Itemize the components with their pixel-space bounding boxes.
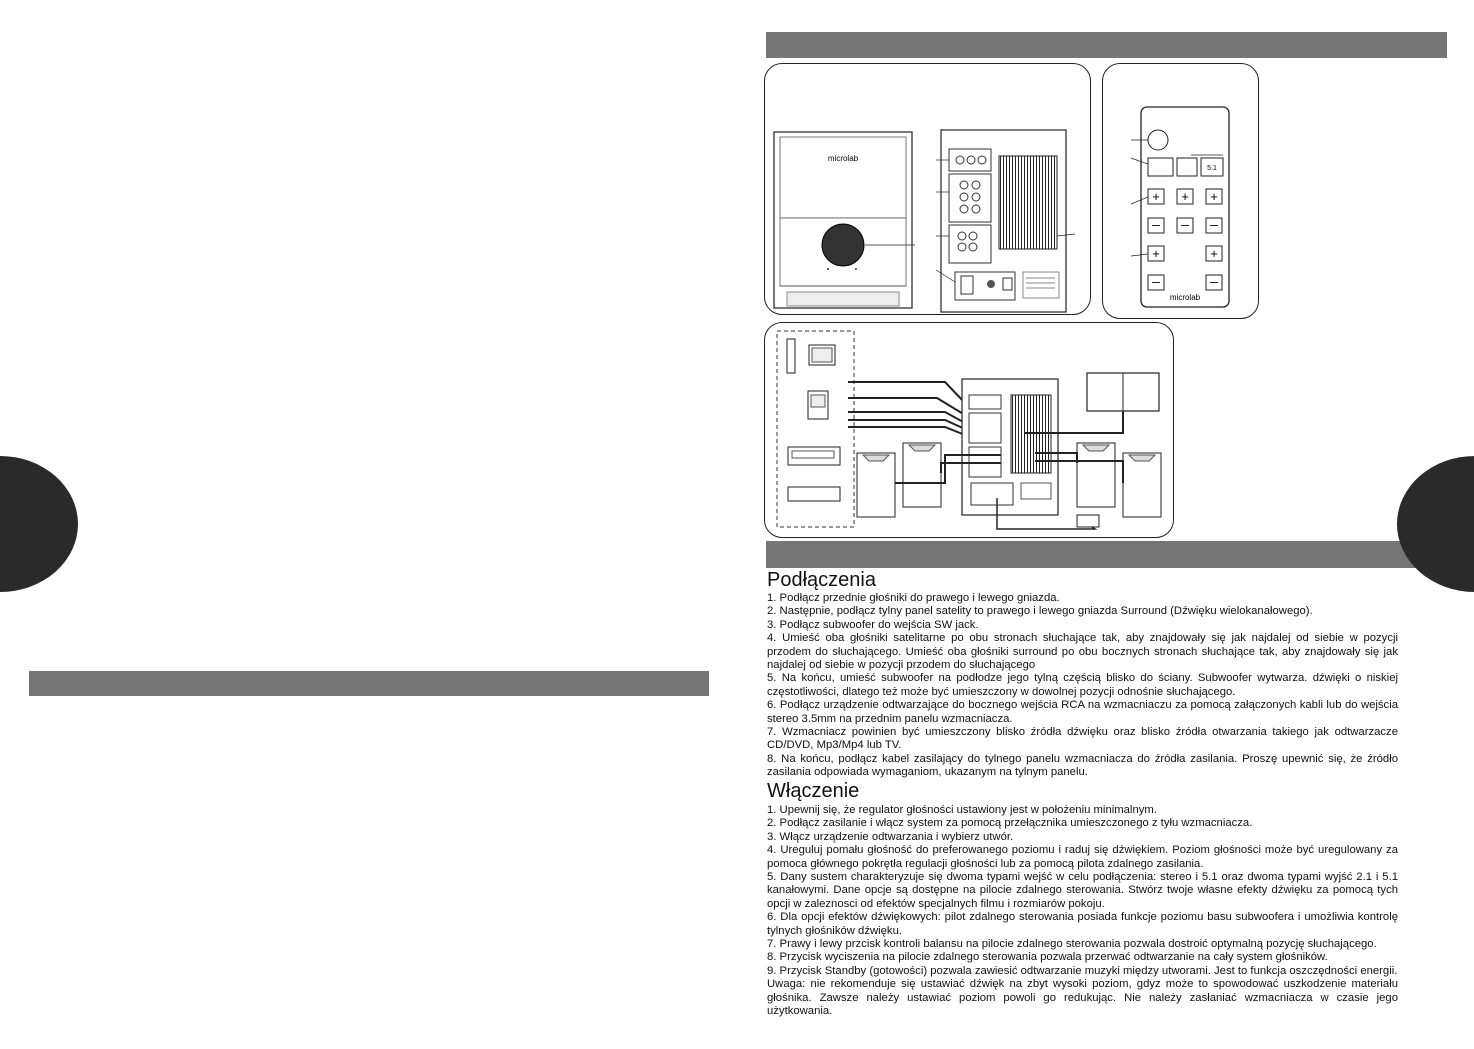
power-on-title: Włączenie: [767, 780, 860, 802]
list-item: 2. Podłącz zasilanie i włącz system za pomocą przełącznika umieszczonego z tyłu wzmacniacza.: [767, 817, 1253, 830]
middle-header-bar: [766, 541, 1446, 568]
svg-text:+: +: [1210, 189, 1218, 204]
subwoofer-back-view: [936, 130, 1075, 312]
list-item: 5. Na końcu, umieść subwoofer na podłodze jego tylną częścią blisko do ściany. Subwoofer wytwarza. dźwięki o niskiej częstotliwości, dlatego też może być umieszczony w dowolnej pozycji odnośnie słuchającego.: [767, 672, 1398, 698]
list-item: 9. Przycisk Standby (gotowości) pozwala zawiesić odtwarzanie muzyki między utworami. Jest to funkcja oszczędności energii.: [767, 964, 1398, 977]
list-item: 8. Na końcu, podłącz kabel zasilający do tylnego panelu wzmacniacza do źródła zasilania. Proszę upewnić się, że źródło zasilania odpowiada wymaganiom, ukazanym na tylnym panelu.: [767, 752, 1398, 779]
list-item: 6. Podłącz urządzenie odtwarzające do bocznego wejścia RCA na wzmacniaczu za pomocą załączonych kabli lub do wejścia stereo 3.5mm na przednim panelu wzmacniacza.: [767, 699, 1398, 725]
list-item: 5. Dany sustem charakteryzuje się dwoma typami wejść w celu podłączenia: stereo i 5.1 oraz dwoma typami wyjść 2.1 i 5.1 kanałowymi. Dane opcje są dostępne na pilocie zdalnego sterowania. Stwórz twoje własne efekty dźwięku za pomocą tych opcji w zaleznosci od efektów specjalnych filmu i rozmiarów pokoju.: [767, 871, 1398, 910]
top-header-bar: [766, 32, 1447, 58]
power-on-steps-list: [767, 804, 1398, 1019]
power-on-section: [767, 780, 1398, 1019]
subwoofer-diagram-panel: [764, 63, 1091, 315]
connections-section: [767, 569, 1398, 780]
remote-brand-label: microlab: [1169, 293, 1201, 302]
list-item: 1. Upewnij się, że regulator głośności ustawiony jest w położeniu minimalnym.: [767, 804, 1157, 816]
right-page-tab: [1397, 456, 1474, 592]
subwoofer-brand-label: microlab: [827, 154, 859, 163]
connection-illustration: [765, 323, 1173, 537]
list-item: 4. Umieść oba głośniki satelitarne po obu stronach słuchające tak, aby znajdowały się jak najdalej od siebie w pozycji przodem do słuchającego. Umieść oba głośniki surround po obu bocznych stronach słuchające tak, aby znajdowały się jak najdalej od siebie w pozycji przodem do słuchającego: [767, 632, 1398, 672]
connections-title: Podłączenia: [767, 569, 876, 591]
left-page-tab: [0, 456, 78, 592]
list-item: 3. Włącz urządzenie odtwarzania i wybierz utwór.: [767, 830, 1014, 843]
svg-text:+: +: [1210, 246, 1218, 261]
list-item: 8. Przycisk wyciszenia na pilocie zdalnego sterowania pozwala przerwać odtwarzanie na cały system głośników.: [767, 951, 1328, 964]
list-item: 2. Następnie, podłącz tylny panel satelity to prawego i lewego gniazda Surround (Dźwięku wielokanałowego).: [767, 605, 1313, 618]
list-item: 7. Wzmacniacz powinien być umieszczony blisko źródła dźwięku oraz blisko źródła otwarzania takiego jak odtwarzacze CD/DVD, Mp3/Mp4 lub TV.: [767, 726, 1398, 752]
subwoofer-illustration: [765, 64, 1090, 314]
subwoofer-front-view: [774, 132, 915, 308]
note-item: Uwaga: nie rekomenduje się ustawiać dźwięk na zbyt wysoki poziom, gdyz może to spowodować uszkodzenie materiału głośnika. Zawsze należy ustawiać poziom powoli go redukując. Nie należy zasłaniać wzmacniacza w czasie jego użytkowania.: [767, 978, 1398, 1018]
svg-text:+: +: [1152, 189, 1160, 204]
svg-text:+: +: [1152, 246, 1160, 261]
remote-illustration: [1103, 64, 1258, 318]
rear-right-speaker: [1123, 453, 1161, 517]
connections-steps-list: [767, 592, 1398, 780]
remote-diagram-panel: [1102, 63, 1259, 319]
rear-left-speaker: [903, 443, 941, 507]
connection-diagram-panel: [764, 322, 1174, 538]
list-item: 6. Dla opcji efektów dźwiękowych: pilot zdalnego sterowania posiada funkcje poziomu basu subwoofera i umożliwia kontrolę tylnych głośników dźwięku.: [767, 911, 1398, 937]
front-right-speaker: [1077, 443, 1115, 507]
left-page-header-bar: [29, 671, 709, 696]
list-item: 3. Podłącz subwoofer do wejścia SW jack.: [767, 618, 979, 631]
list-item: 7. Prawy i lewy przcisk kontroli balansu na pilocie zdalnego sterowania pozwala dostroić optymalną pozycję słuchającego.: [767, 938, 1377, 951]
svg-text:+: +: [1181, 189, 1189, 204]
front-left-speaker: [857, 453, 895, 517]
list-item: 4. Ureguluj pomału głośność do preferowanego poziomu i raduj się dźwiękiem. Poziom głośności może być uregulowany za pomoca głównego pokrętła regulacji głośności lub za pomocą pilota zdalnego zasilania.: [767, 844, 1398, 870]
mode-button-label: 5.1: [1207, 165, 1217, 172]
list-item: 1. Podłącz przednie głośniki do prawego i lewego gniazda.: [767, 592, 1060, 604]
